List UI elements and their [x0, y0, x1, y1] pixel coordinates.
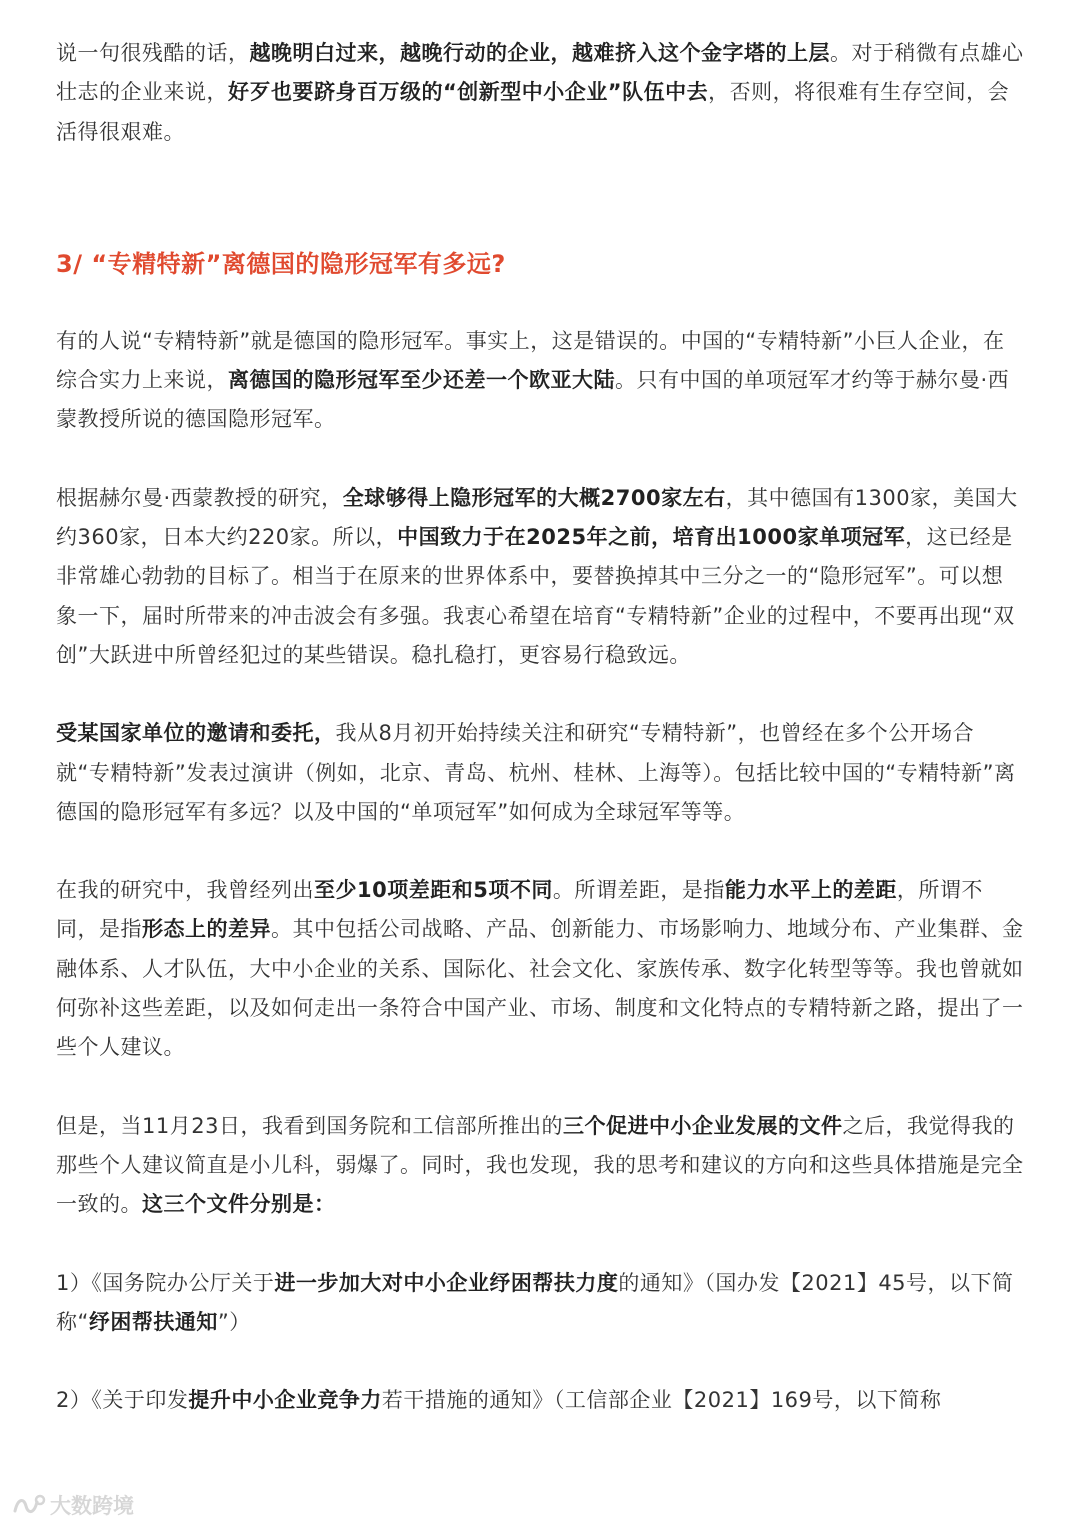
bold-text: 纾困帮扶通知: [88, 1309, 218, 1334]
bold-text: 越晚明白过来，越晚行动的企业，越难挤入这个金字塔的上层: [249, 41, 830, 65]
spacer: [56, 152, 1024, 246]
bold-text: 全球够得上隐形冠军的大概2700家左右: [342, 485, 726, 510]
spacer: [56, 832, 1024, 871]
paragraph-2: [56, 322, 1024, 440]
bold-text: 三个促进中小企业发展的文件: [562, 1113, 843, 1138]
spacer: [56, 440, 1024, 479]
bold-text: 能力水平上的差距: [724, 878, 897, 903]
spacer: [56, 675, 1024, 714]
text-span: 若干措施的通知》（工信部企业【2021】169号，以下简称: [381, 1388, 942, 1413]
text-span: 。只有中国的单项冠军才约等于赫尔曼·西蒙教授所说的德国隐形冠军。: [56, 368, 1010, 432]
spacer: [56, 1068, 1024, 1107]
article-body: [56, 34, 1024, 1420]
text-span: 之后，我觉得我的那些个人建议简直是小儿科，弱爆了。同时，我也发现，我的思考和建议的方向和这些具体措施是完全一致的。: [56, 1113, 1024, 1217]
paragraph-1: [56, 34, 1024, 152]
text-span: 1）《国务院办公厅关于: [56, 1270, 275, 1295]
paragraph-6: [56, 1107, 1024, 1225]
watermark-text: 大数跨境: [50, 1494, 134, 1518]
section-heading: 3/ “专精特新”离德国的隐形冠军有多远?: [56, 249, 506, 278]
text-span: 根据赫尔曼·西蒙教授的研究，: [56, 485, 343, 510]
bold-text: 提升中小企业竞争力: [188, 1388, 382, 1413]
text-span: 。其中包括公司战略、产品、创新能力、市场影响力、地域分布、产业集群、金融体系、人才队伍，大中小企业的关系、国际化、社会文化、家族传承、数字化转型等等。我也曾就如何弥补这些差距，以及如何走出一条符合中国产业、市场、制度和文化特点的专精特新之路，提出了一些个人建议。: [56, 917, 1024, 1060]
bold-text: 形态上的差异: [142, 917, 271, 942]
text-span: 说一句很残酷的话，: [56, 41, 250, 65]
text-span: ，这已经是非常雄心勃勃的目标了。相当于在原来的世界体系中，要替换掉其中三分之一的“隐形冠军”。可以想象一下，届时所带来的冲击波会有多强。我衷心希望在培育“专精特新”企业的过程中，不要再出现“双创”大跃进中所曾经犯过的某些错误。稳扎稳打，更容易行稳致远。: [56, 525, 1015, 667]
text-span: ”）: [217, 1309, 251, 1334]
text-span: 在我的研究中，我曾经列出: [56, 878, 314, 903]
text-span: 。对于稍微有点雄心壮志的企业来说，: [56, 41, 1024, 105]
watermark: [12, 1490, 134, 1520]
text-span: 。所谓差距，是指: [552, 878, 725, 903]
paragraph-4: [56, 714, 1024, 832]
bold-text: 中国致力于在2025年之前，培育出1000家单项冠军: [397, 525, 906, 550]
brand-logo-icon: [12, 1494, 46, 1516]
paragraph-8: [56, 1381, 1024, 1420]
bold-text: 离德国的隐形冠军至少还差一个欧亚大陆: [228, 368, 615, 393]
text-span: ，其中德国有1300家，美国大约360家，日本大约220家。所以，: [56, 485, 1018, 550]
text-span: ，所谓不同，是指: [56, 878, 983, 942]
text-span: 的通知》（国办发【2021】45号，以下简称“: [56, 1270, 1014, 1334]
text-span: ，否则，将很难有生存空间，会活得很艰难。: [56, 80, 1010, 144]
paragraph-5: [56, 871, 1024, 1067]
paragraph-7: [56, 1264, 1024, 1343]
bold-text: 至少10项差距和5项不同: [314, 878, 553, 903]
bold-text: 这三个文件分别是：: [142, 1192, 336, 1217]
text-span: 2）《关于印发: [56, 1388, 189, 1413]
bold-text: 好歹也要跻身百万级的“创新型中小企业”队伍中去: [228, 80, 709, 105]
spacer: [56, 1225, 1024, 1264]
bold-text: 进一步加大对中小企业纾困帮扶力度: [274, 1270, 619, 1295]
spacer: [56, 282, 1024, 322]
text-span: 有的人说“专精特新”就是德国的隐形冠军。事实上，这是错误的。中国的“专精特新”小巨人企业，在综合实力上来说，: [56, 328, 1005, 393]
bold-text: 受某国家单位的邀请和委托，: [56, 721, 336, 746]
paragraph-3: [56, 479, 1024, 675]
text-span: 我从8月初开始持续关注和研究“专精特新”，也曾经在多个公开场合就“专精特新”发表过演讲（例如，北京、青岛、杭州、桂林、上海等）。包括比较中国的“专精特新”离德国的隐形冠军有多远？以及中国的“单项冠军”如何成为全球冠军等等。: [56, 721, 1016, 824]
spacer: [56, 1342, 1024, 1381]
text-span: 但是，当11月23日，我看到国务院和工信部所推出的: [56, 1113, 563, 1138]
